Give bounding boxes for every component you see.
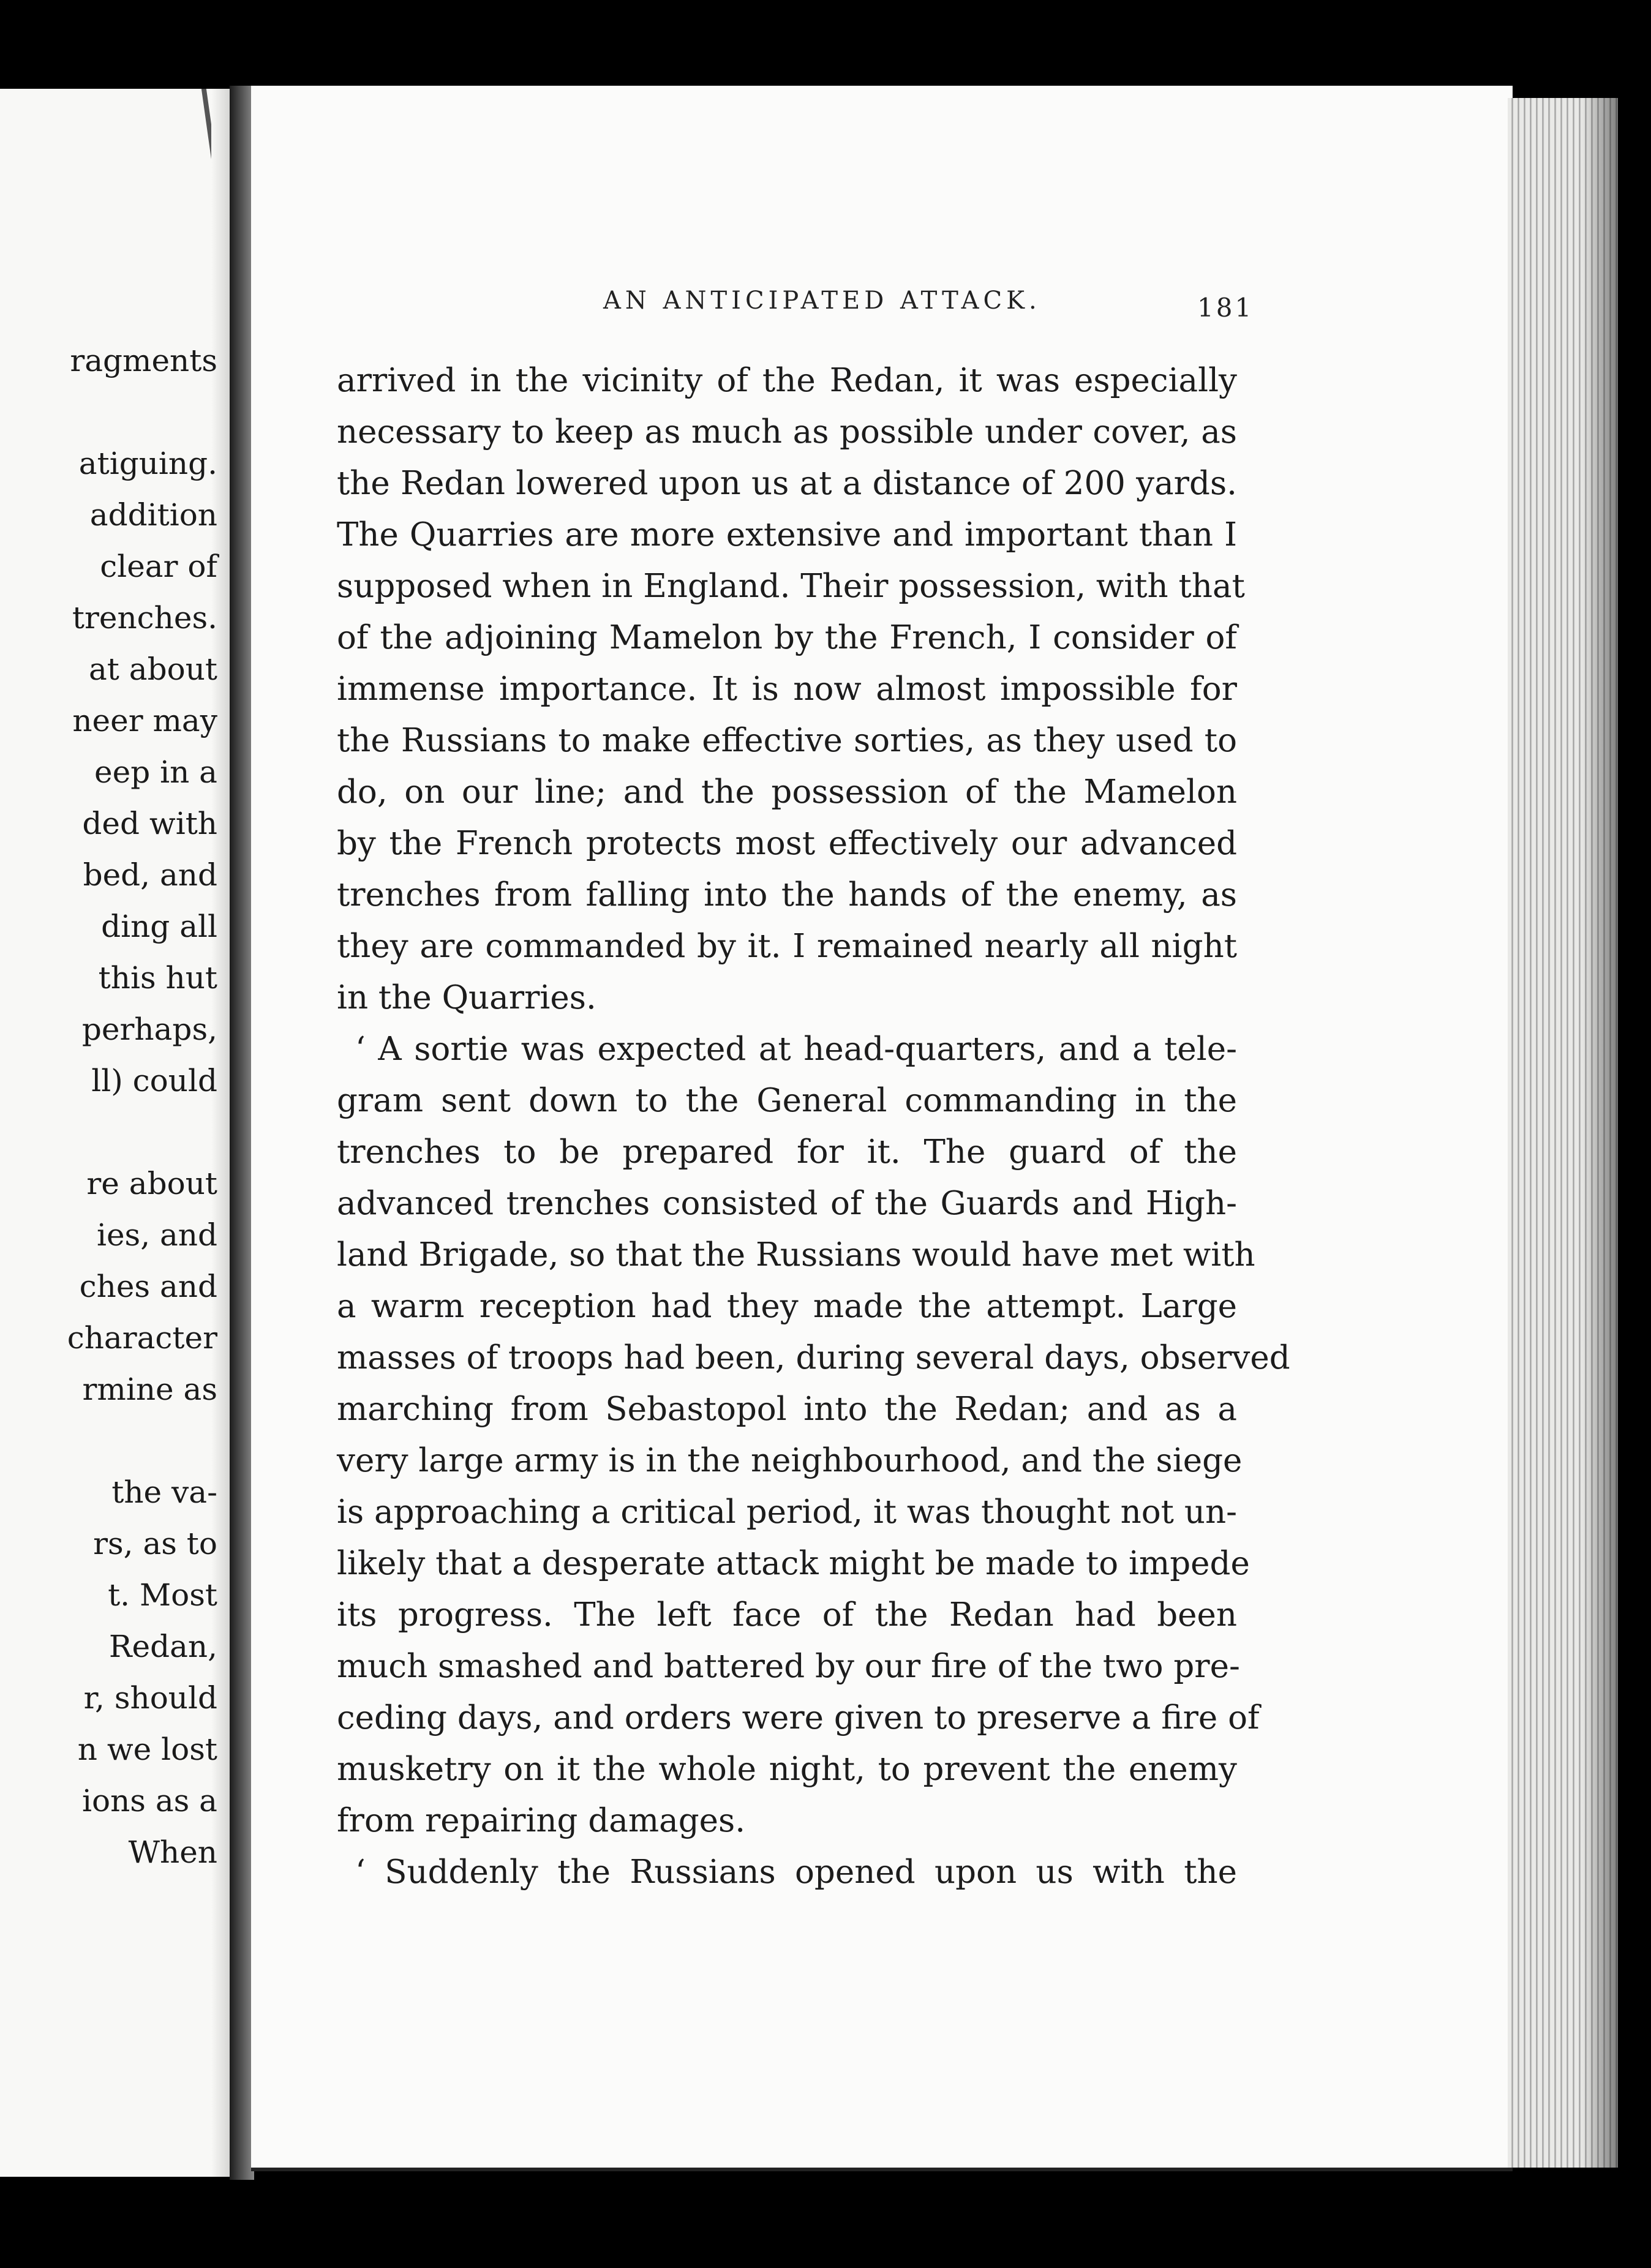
left-page-line: n we lost <box>77 1732 217 1767</box>
body-text-line: they are commanded by it. I remained nearly all night <box>337 928 1237 965</box>
left-page-line: this hut <box>98 960 217 996</box>
body-text-line: trenches to be prepared for it. The guard of the <box>337 1133 1237 1171</box>
body-text-line: the Redan lowered upon us at a distance of 200 yards. <box>337 465 1237 502</box>
left-page-line: ll) could <box>91 1063 217 1098</box>
body-text-line: likely that a desperate attack might be made to impede <box>337 1545 1250 1582</box>
left-page-line: rmine as <box>82 1372 217 1407</box>
left-page-line: ies, and <box>96 1217 217 1253</box>
book-gutter <box>230 86 254 2180</box>
left-page-line: clear of <box>100 549 217 584</box>
left-page-line: addition <box>89 497 217 533</box>
body-text-line: trenches from falling into the hands of the enemy, as <box>337 876 1237 914</box>
left-page-line: neer may <box>72 703 217 738</box>
body-text-line: from repairing damages. <box>337 1802 746 1839</box>
page-edges <box>1508 98 1618 2168</box>
left-page-line: re about <box>86 1166 217 1201</box>
body-text-line: very large army is in the neighbourhood, and the siege <box>337 1442 1243 1479</box>
left-page-line: the va- <box>111 1474 217 1510</box>
body-text-line: its progress. The left face of the Redan had been <box>337 1596 1237 1634</box>
left-page-line: When <box>128 1834 217 1870</box>
body-text-line: musketry on it the whole night, to prevent the enemy <box>337 1751 1237 1788</box>
body-text-line: of the adjoining Mamelon by the French, I consider of <box>337 619 1237 656</box>
body-text-line: ‘ A sortie was expected at head-quarters, and a tele- <box>355 1031 1237 1068</box>
body-text-line: a warm reception had they made the attempt. Large <box>337 1288 1237 1325</box>
body-text-line: the Russians to make effective sorties, as they used to <box>337 722 1237 759</box>
body-text-line: gram sent down to the General commanding in the <box>337 1082 1237 1119</box>
body-text-line: masses of troops had been, during several days, observed <box>337 1339 1290 1376</box>
left-page-line: bed, and <box>83 857 217 893</box>
page-number: 181 <box>1197 293 1254 323</box>
body-text-line: much smashed and battered by our fire of the two pre- <box>337 1648 1240 1685</box>
body-text-line: by the French protects most effectively our advanced <box>337 825 1237 862</box>
left-page-line: r, should <box>83 1680 217 1716</box>
left-page-line: atiguing. <box>78 446 217 481</box>
body-text-line: supposed when in England. Their possession, with that <box>337 568 1245 605</box>
left-page-line: ragments <box>70 343 217 378</box>
left-facing-page <box>0 89 230 2177</box>
body-text-line: necessary to keep as much as possible under cover, as <box>337 413 1237 451</box>
body-text-line: ‘ Suddenly the Russians opened upon us with the <box>355 1853 1237 1891</box>
body-text-line: arrived in the vicinity of the Redan, it was especially <box>337 362 1237 399</box>
body-text-line: land Brigade, so that the Russians would have met with <box>337 1236 1255 1274</box>
left-page-line: Redan, <box>108 1629 217 1664</box>
body-text-line: is approaching a critical period, it was thought not un- <box>337 1493 1237 1531</box>
left-page-line: trenches. <box>72 600 217 636</box>
left-page-line: ions as a <box>81 1783 217 1819</box>
body-text-line: advanced trenches consisted of the Guards and High- <box>337 1185 1237 1222</box>
left-page-line: rs, as to <box>93 1526 217 1561</box>
left-page-line: character <box>67 1320 217 1356</box>
left-page-line: at about <box>88 651 217 687</box>
left-page-line: ches and <box>79 1269 217 1304</box>
running-head: AN ANTICIPATED ATTACK. <box>603 287 1041 315</box>
body-text-line: immense importance. It is now almost impossible for <box>337 670 1237 708</box>
left-page-line: ding all <box>101 909 217 944</box>
page-edges-shadow <box>1581 98 1618 2168</box>
left-page-line: t. Most <box>108 1577 217 1613</box>
left-page-line: perhaps, <box>81 1012 217 1047</box>
body-text-line: ceding days, and orders were given to preserve a fire of <box>337 1699 1260 1737</box>
body-text-line: marching from Sebastopol into the Redan; and as a <box>337 1391 1237 1428</box>
left-page-line: eep in a <box>94 754 217 790</box>
body-text-line: The Quarries are more extensive and important than I <box>337 516 1237 554</box>
left-page-line: ded with <box>82 806 217 841</box>
body-text-line: in the Quarries. <box>337 979 596 1016</box>
body-text-line: do, on our line; and the possession of the Mamelon <box>337 773 1237 811</box>
